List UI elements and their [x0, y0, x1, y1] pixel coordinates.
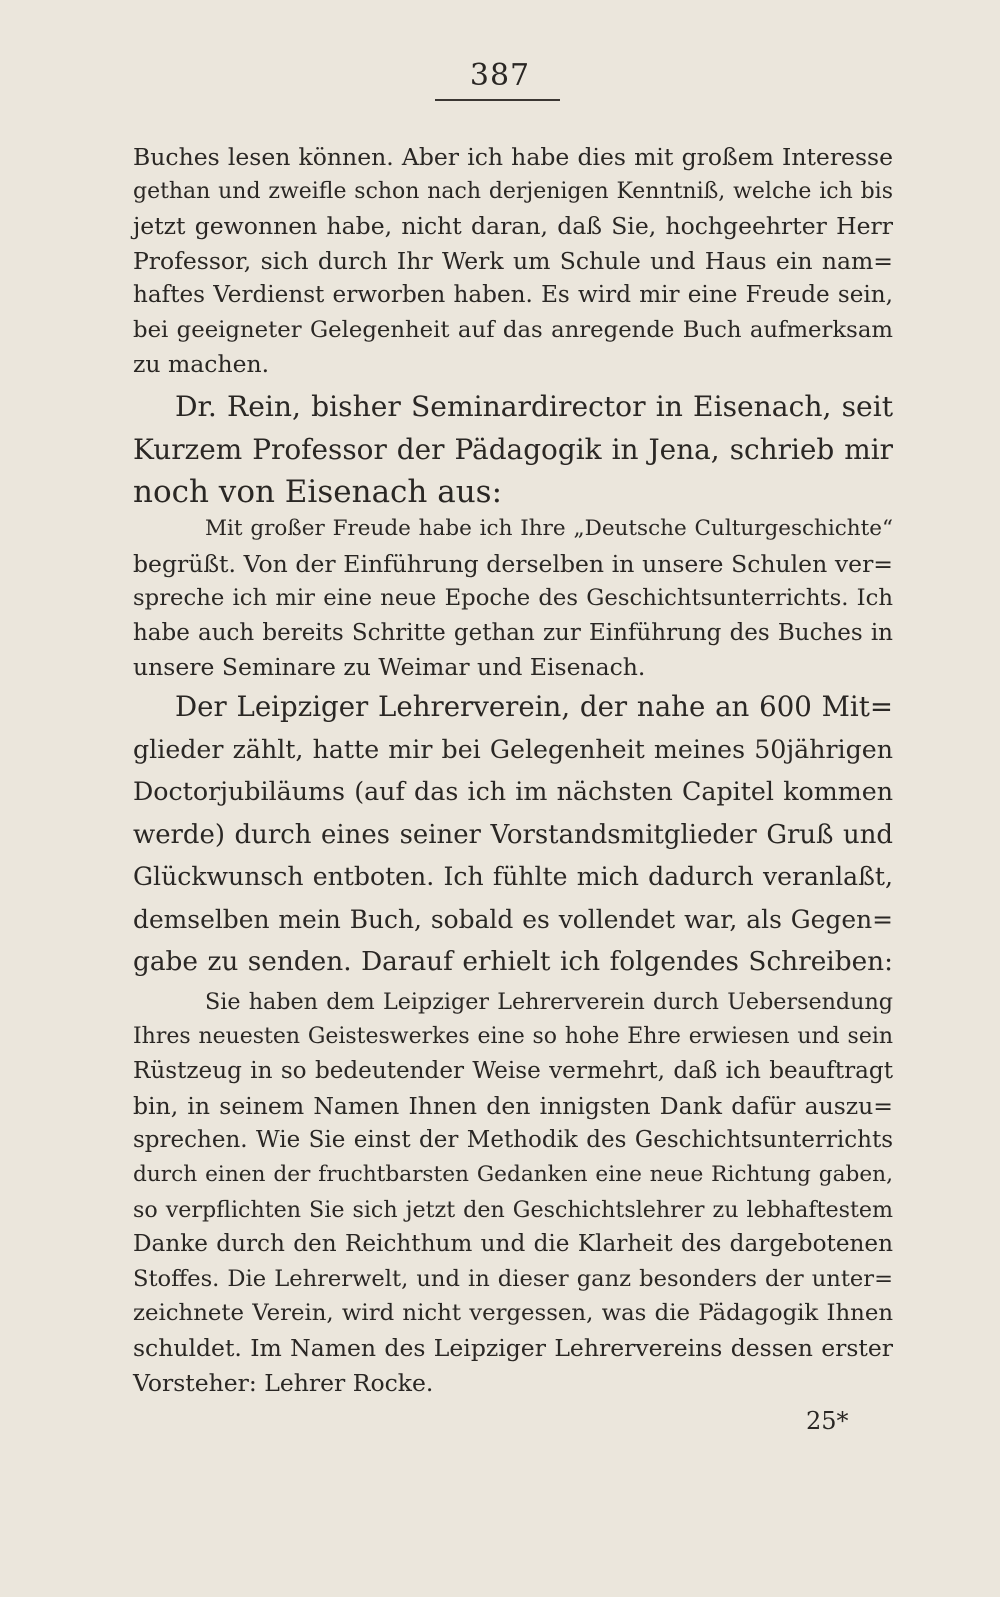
- text-line: habe auch bereits Schritte gethan zur Einführung des Buches in: [133, 619, 893, 646]
- page-number: 387: [469, 58, 531, 93]
- text-line: glieder zählt, hatte mir bei Gelegenheit meines 50jährigen: [133, 734, 893, 764]
- text-line: unsere Seminare zu Weimar und Eisenach.: [133, 653, 646, 681]
- letter-rein: [133, 512, 893, 685]
- text-line: Professor, sich durch Ihr Werk um Schule und Haus ein nam=: [133, 246, 893, 275]
- text-line: durch einen der fruchtbarsten Gedanken eine neue Richtung gaben,: [133, 1161, 893, 1187]
- text-line: Stoffes. Die Lehrerwelt, und in dieser ganz besonders der unter=: [133, 1265, 893, 1292]
- paragraph-leipzig: [133, 686, 893, 984]
- text-line: Mit großer Freude habe ich Ihre „Deutsche Culturgeschichte“: [205, 516, 893, 541]
- paragraph-rein: [133, 386, 893, 514]
- text-line: zu machen.: [133, 350, 270, 378]
- text-line: Ihres neuesten Geisteswerkes eine so hohe Ehre erwiesen und sein: [133, 1023, 893, 1049]
- text-line: Glückwunsch entboten. Ich fühlte mich dadurch veranlaßt,: [133, 862, 893, 891]
- text-line: gethan und zweifle schon nach derjenigen Kenntniß, welche ich bis: [133, 178, 893, 204]
- text-line: Sie haben dem Leipziger Lehrerverein durch Uebersendung: [205, 989, 893, 1015]
- text-line: haftes Verdienst erworben haben. Es wird mir eine Freude sein,: [133, 282, 893, 308]
- letter-leipzig: [133, 985, 893, 1400]
- text-line: schuldet. Im Namen des Leipziger Lehrervereins dessen erster: [133, 1333, 893, 1362]
- text-line: spreche ich mir eine neue Epoche des Geschichtsunterrichts. Ich: [133, 585, 893, 611]
- text-line: Buches lesen können. Aber ich habe dies mit großem Interesse: [133, 143, 893, 171]
- text-line: zeichnete Verein, wird nicht vergessen, was die Pädagogik Ihnen: [133, 1300, 893, 1327]
- header-rule: [435, 99, 560, 101]
- letter-continuation: [133, 140, 893, 382]
- signature-mark: 25*: [806, 1407, 849, 1435]
- text-line: Kurzem Professor der Pädagogik in Jena, schrieb mir: [133, 432, 893, 466]
- text-line: werde) durch eines seiner Vorstandsmitglieder Gruß und: [133, 819, 893, 850]
- text-line: jetzt gewonnen habe, nicht daran, daß Sie, hochgeehrter Herr: [133, 212, 893, 240]
- text-line: Vorsteher: Lehrer Rocke.: [133, 1368, 434, 1397]
- text-line: Danke durch den Reichthum und die Klarheit des dargebotenen: [133, 1231, 893, 1258]
- text-line: sprechen. Wie Sie einst der Methodik des Geschichtsunterrichts: [133, 1127, 893, 1154]
- text-line: noch von Eisenach aus:: [133, 474, 503, 510]
- text-line: Dr. Rein, bisher Seminardirector in Eisenach, seit: [175, 390, 893, 423]
- text-line: so verpflichten Sie sich jetzt den Geschichtslehrer zu lebhaftestem: [133, 1196, 893, 1223]
- text-line: bin, in seinem Namen Ihnen den innigsten Dank dafür auszu=: [133, 1091, 893, 1120]
- text-line: Doctorjubiläums (auf das ich im nächsten Capitel kommen: [133, 777, 893, 806]
- text-line: Rüstzeug in so bedeutender Weise vermehrt, daß ich beauftragt: [133, 1058, 893, 1085]
- text-line: gabe zu senden. Darauf erhielt ich folgendes Schreiben:: [133, 947, 893, 977]
- text-line: begrüßt. Von der Einführung derselben in unsere Schulen ver=: [133, 549, 893, 578]
- text-line: Der Leipziger Lehrerverein, der nahe an 600 Mit=: [175, 690, 893, 723]
- text-line: demselben mein Buch, sobald es vollendet war, als Gegen=: [133, 904, 893, 934]
- text-line: bei geeigneter Gelegenheit auf das anregende Buch aufmerksam: [133, 316, 893, 343]
